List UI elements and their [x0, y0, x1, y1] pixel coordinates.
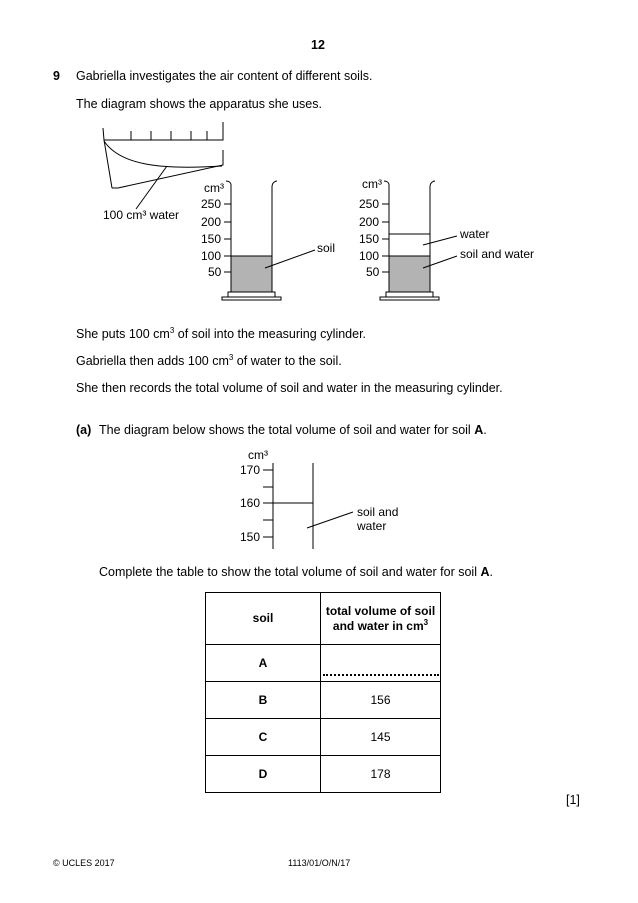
zoom-tick-160: 160 — [240, 496, 261, 510]
soil-fill — [231, 256, 272, 292]
part-a-soil-letter: A — [474, 423, 484, 437]
zoom-unit: cm³ — [248, 448, 268, 462]
zoom-label-line1: soil and — [357, 505, 399, 519]
table-row — [206, 719, 441, 756]
step-1 — [76, 327, 366, 341]
footer-copyright: © UCLES 2017 — [53, 858, 115, 868]
soil-water-fill — [389, 256, 430, 292]
cell-volume: 145 — [321, 719, 441, 756]
question-intro: Gabriella investigates the air content of different soils. — [76, 69, 373, 83]
header-volume — [321, 593, 441, 645]
step-2-sup: 3 — [228, 353, 234, 362]
footer-code: 1113/01/O/N/17 — [288, 858, 351, 868]
part-a-text-main: The diagram below shows the total volume of soil and water for soil — [99, 423, 475, 437]
cylinder1-tick-50: 50 — [208, 265, 222, 279]
step-1-sup: 3 — [169, 326, 175, 335]
cylinder2-unit: cm³ — [362, 177, 382, 191]
soil-label: soil — [317, 241, 336, 255]
cell-soil: C — [206, 719, 321, 756]
header-volume-line1: total volume of soil — [325, 603, 436, 618]
cylinder1-tick-150: 150 — [201, 232, 222, 246]
results-table — [205, 592, 441, 793]
cell-volume: 178 — [321, 756, 441, 793]
cylinder2-tick-50: 50 — [366, 265, 380, 279]
zoom-label-line2: water — [357, 519, 387, 533]
answer-cell[interactable] — [321, 645, 441, 682]
cylinder2-tick-250: 250 — [359, 197, 380, 211]
table-row — [206, 645, 441, 682]
question-number: 9 — [53, 69, 60, 83]
cell-soil: B — [206, 682, 321, 719]
water-label: water — [460, 227, 490, 241]
table-row — [206, 682, 441, 719]
part-a-text-end: . — [483, 423, 487, 437]
instruction-text: Complete the table to show the total volume of soil and water for soil — [99, 565, 481, 579]
table-header-row — [206, 593, 441, 645]
cylinder2-tick-200: 200 — [359, 215, 380, 229]
step-2-text: Gabriella then adds 100 cm — [76, 354, 229, 368]
instruction-text-end: . — [489, 565, 493, 579]
header-volume-sup: 3 — [423, 617, 429, 627]
table-row — [206, 756, 441, 793]
step-2-text-end: of water to the soil. — [233, 354, 342, 368]
part-a-label: (a) — [76, 423, 92, 437]
part-a-instruction — [99, 565, 493, 579]
cylinder2-tick-100: 100 — [359, 249, 380, 263]
cell-soil: A — [206, 645, 321, 682]
soil-and-water-label: soil and water — [460, 247, 535, 261]
cell-volume: 156 — [321, 682, 441, 719]
page-number: 12 — [311, 38, 325, 52]
cylinder1-tick-100: 100 — [201, 249, 222, 263]
cylinder1-tick-250: 250 — [201, 197, 222, 211]
header-volume-line2: and water in cm — [332, 618, 424, 633]
step-1-text: She puts 100 cm — [76, 327, 170, 341]
cell-soil: D — [206, 756, 321, 793]
step-2 — [76, 354, 342, 368]
answer-dotted-line[interactable] — [323, 660, 439, 676]
step-1-text-end: of soil into the measuring cylinder. — [174, 327, 367, 341]
zoom-scale-diagram — [263, 463, 353, 549]
zoom-tick-150: 150 — [240, 530, 261, 544]
cylinder-soil-water — [380, 181, 457, 300]
cylinder1-tick-200: 200 — [201, 215, 222, 229]
flask-drawing — [103, 122, 223, 209]
cylinder-soil — [222, 181, 315, 300]
zoom-tick-170: 170 — [240, 463, 261, 477]
cylinder2-tick-150: 150 — [359, 232, 380, 246]
header-soil: soil — [206, 593, 321, 645]
flask-label: 100 cm³ water — [103, 208, 180, 222]
diagram-intro: The diagram shows the apparatus she uses. — [76, 97, 322, 111]
part-a-text — [99, 423, 487, 437]
marks: [1] — [566, 793, 580, 807]
cylinder1-unit: cm³ — [204, 181, 224, 195]
step-3: She then records the total volume of soil and water in the measuring cylinder. — [76, 381, 503, 395]
instruction-soil-letter: A — [480, 565, 490, 579]
